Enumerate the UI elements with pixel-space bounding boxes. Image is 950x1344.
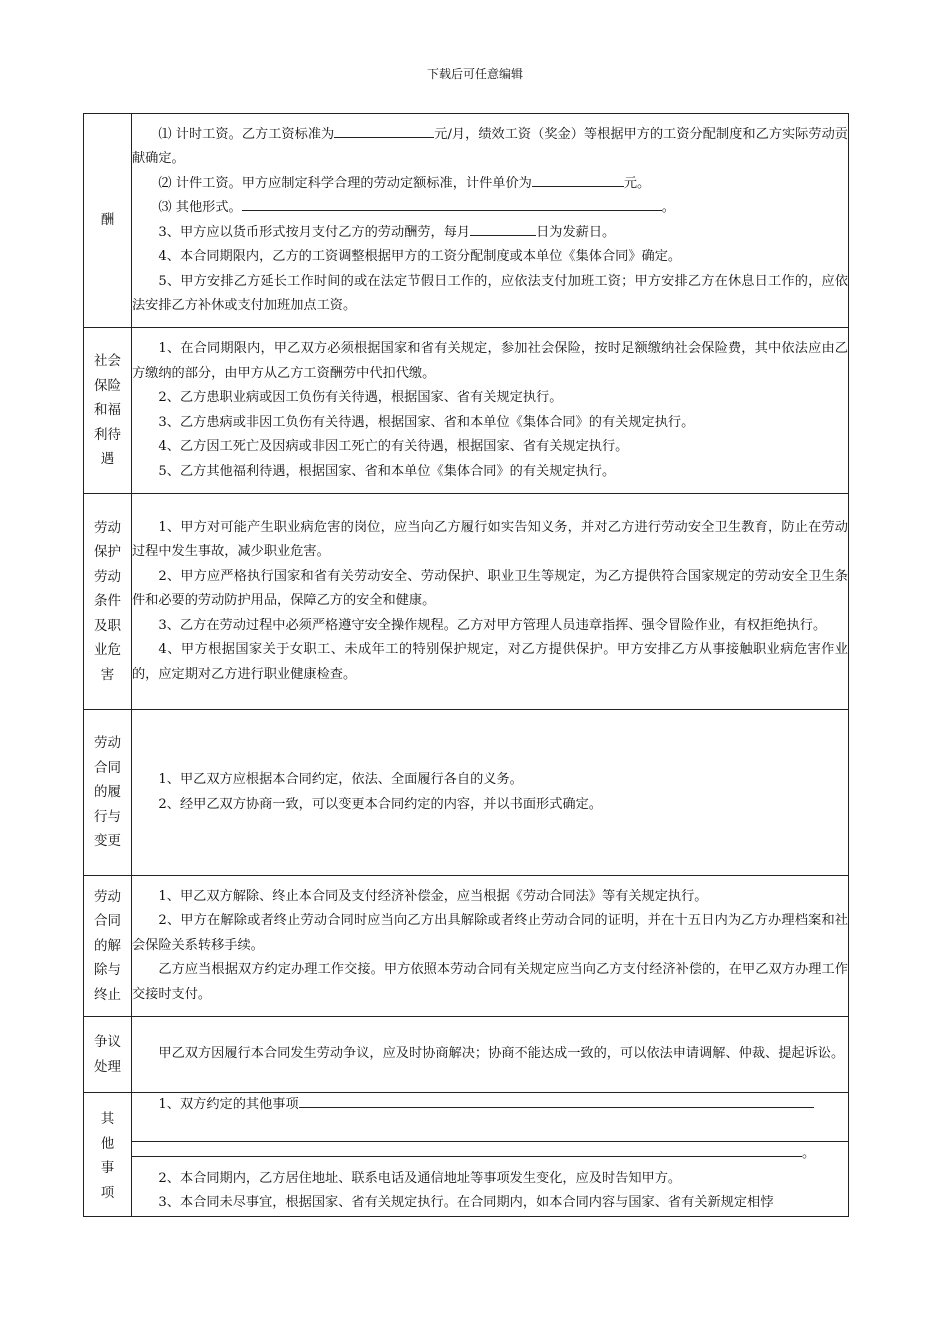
section-label-dispute: 争议处理 <box>84 1017 132 1093</box>
section-termination <box>84 876 849 1017</box>
section-pay <box>84 114 849 328</box>
piece-rate-blank <box>532 172 624 187</box>
protection-clause-2: 2、甲方应严格执行国家和省有关劳动安全、劳动保护、职业卫生等规定，为乙方提供符合国家规定的劳动安全卫生条件和必要的劳动防护用品，保障乙方的安全和健康。 <box>132 568 848 609</box>
section-performance <box>84 710 849 876</box>
other-matters-blank-3 <box>132 1142 802 1157</box>
insurance-clause-1: 1、在合同期限内，甲乙双方必须根据国家和省有关规定，参加社会保险，按时足额缴纳社会保险费，其中依法应由乙方缴纳的部分，由甲方从乙方工资酬劳中代扣代缴。 <box>132 341 848 381</box>
other-form-blank <box>242 196 662 211</box>
performance-clause-2: 2、经甲乙双方协商一致，可以变更本合同约定的内容，并以书面形式确定。 <box>158 796 602 812</box>
insurance-clause-5: 5、乙方其他福利待遇，根据国家、省和本单位《集体合同》的有关规定执行。 <box>158 463 616 479</box>
other-clause-3: 3、本合同未尽事宜，根据国家、省有关规定执行。在合同期内，如本合同内容与国家、省有关新规定相悖 <box>158 1195 774 1210</box>
pay-clause-3: ⑶ 其他形式。 。 <box>132 196 848 221</box>
section-label-insurance: 社会保险和福利待遇 <box>84 328 132 494</box>
contract-table <box>83 113 849 1217</box>
other-matters-blank-1 <box>299 1093 814 1108</box>
other-matters-line-3: 。 <box>132 1142 848 1167</box>
section-insurance <box>84 328 849 494</box>
protection-clause-3: 3、乙方在劳动过程中必须严格遵守安全操作规程。乙方对甲方管理人员违章指挥、强令冒险作业，有权拒绝执行。 <box>158 617 827 633</box>
section-label-pay <box>84 114 132 328</box>
section-dispute <box>84 1017 849 1093</box>
section-label-protection: 劳动保护劳动条件及职业危害 <box>84 494 132 710</box>
termination-clause-3: 乙方应当根据双方约定办理工作交接。甲方依照本劳动合同有关规定应当向乙方支付经济补偿的，在甲乙双方办理工作交接时支付。 <box>132 962 848 1002</box>
performance-clause-1: 1、甲乙双方应根据本合同约定，依法、全面履行各自的义务。 <box>158 772 523 787</box>
section-label-performance: 劳动合同的履行与变更 <box>84 710 132 876</box>
other-clause-1: 1、双方约定的其他事项 <box>132 1093 848 1118</box>
protection-clause-4: 4、甲方根据国家关于女职工、未成年工的特别保护规定，对乙方提供保护。甲方安排乙方从事接触职业病危害作业的，应定期对乙方进行职业健康检查。 <box>132 642 848 682</box>
pay-clause-5: 4、本合同期限内，乙方的工资调整根据甲方的工资分配制度或本单位《集体合同》确定。 <box>158 249 682 264</box>
wage-standard-blank <box>334 123 434 138</box>
pay-clause-1: ⑴ 计时工资。乙方工资标准为 元/月，绩效工资（奖金）等根据甲方的工资分配制度和乙方实际劳动贡献确定。 <box>132 123 848 172</box>
dispute-clause-1: 甲乙双方因履行本合同发生劳动争议，应及时协商解决；协商不能达成一致的，可以依法申请调解、仲裁、提起诉讼。 <box>158 1046 845 1062</box>
termination-clause-2: 2、甲方在解除或者终止劳动合同时应当向乙方出具解除或者终止劳动合同的证明，并在十五日内为乙方办理档案和社会保险关系转移手续。 <box>132 913 848 953</box>
insurance-clause-4: 4、乙方因工死亡及因病或非因工死亡的有关待遇，根据国家、省有关规定执行。 <box>158 439 629 454</box>
page-header-note: 下载后可任意编辑 <box>426 67 523 81</box>
pay-clause-6: 5、甲方安排乙方延长工作时间的或在法定节假日工作的，应依法支付加班工资；甲方安排乙方在休息日工作的，应依法安排乙方补休或支付加班加点工资。 <box>132 273 848 313</box>
section-content-pay <box>132 114 849 328</box>
payday-blank <box>470 221 536 236</box>
insurance-clause-3: 3、乙方患病或非因工负伤有关待遇，根据国家、省和本单位《集体合同》的有关规定执行。 <box>158 414 695 430</box>
section-content-performance <box>132 710 849 876</box>
section-content-termination <box>132 876 849 1017</box>
section-protection <box>84 494 849 710</box>
section-content-protection <box>132 494 849 710</box>
section-other <box>84 1093 849 1217</box>
pay-label: 酬 <box>100 212 115 229</box>
termination-clause-1: 1、甲乙双方解除、终止本合同及支付经济补偿金，应当根据《劳动合同法》等有关规定执行。 <box>158 888 708 904</box>
other-clause-2: 2、本合同期内，乙方居住地址、联系电话及通信地址等事项发生变化，应及时告知甲方。 <box>158 1170 682 1186</box>
section-label-other: 其他事项 <box>84 1093 132 1217</box>
protection-clause-1: 1、甲方对可能产生职业病危害的岗位，应当向乙方履行如实告知义务，并对乙方进行劳动安全卫生教育，防止在劳动过程中发生事故，减少职业危害。 <box>132 519 848 560</box>
insurance-clause-2: 2、乙方患职业病或因工负伤有关待遇，根据国家、省有关规定执行。 <box>158 390 563 405</box>
pay-clause-4: 3、甲方应以货币形式按月支付乙方的劳动酬劳，每月 日为发薪日。 <box>132 221 848 246</box>
section-content-dispute <box>132 1017 849 1093</box>
section-content-insurance <box>132 328 849 494</box>
other-matters-blank-2 <box>132 1118 848 1143</box>
pay-clause-2: ⑵ 计件工资。甲方应制定科学合理的劳动定额标准，计件单价为 元。 <box>132 172 848 197</box>
section-label-termination: 劳动合同的解除与终止 <box>84 876 132 1017</box>
section-content-other <box>132 1093 849 1217</box>
